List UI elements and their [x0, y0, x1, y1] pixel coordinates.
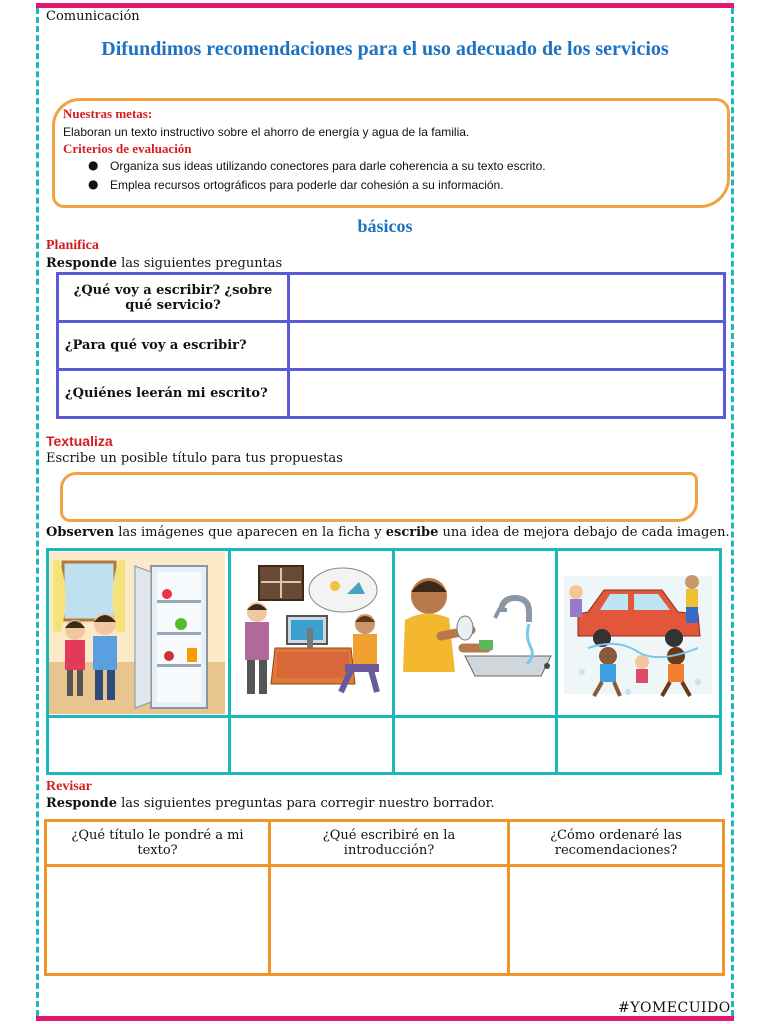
instruction-bold: Responde	[46, 796, 117, 811]
table-row	[48, 717, 721, 774]
answer-cell[interactable]	[229, 717, 393, 774]
hashtag-footer: #YOMECUIDO	[618, 1000, 731, 1016]
goals-text: Elaboran un texto instructivo sobre el ahorro de energía y agua de la familia.	[63, 125, 470, 139]
page-right-border	[731, 8, 734, 1016]
criteria-label: Criterios de evaluación	[63, 141, 192, 156]
table-row	[58, 274, 725, 322]
observe-instruction	[46, 525, 730, 540]
table-header-row	[46, 821, 724, 866]
answer-cell[interactable]	[393, 717, 557, 774]
instruction-text: las siguientes preguntas	[116, 256, 283, 271]
table-row	[48, 550, 721, 717]
instruction-text: una idea de mejora debajo de cada imagen.	[438, 525, 730, 540]
planifica-label: Planifica	[46, 238, 99, 253]
criteria-item: Organiza sus ideas utilizando conectores para darle coherencia a su texto escrito.	[110, 159, 546, 173]
page-title: Difundimos recomendaciones para el uso adecuado de los servicios	[101, 38, 669, 60]
bullet-icon: ●	[88, 158, 99, 172]
column-header: ¿Cómo ordenaré las recomendaciones?	[509, 821, 724, 866]
answer-cell[interactable]	[289, 370, 725, 418]
title-answer-box[interactable]	[60, 472, 698, 522]
answer-cell[interactable]	[289, 274, 725, 322]
instruction-bold: Observen	[46, 525, 115, 540]
answer-cell[interactable]	[509, 866, 724, 975]
question-cell: ¿Qué voy a escribir? ¿sobre qué servicio?	[58, 274, 289, 322]
table-row	[58, 322, 725, 370]
answer-cell[interactable]	[48, 717, 230, 774]
image-cell	[229, 550, 393, 717]
bullet-icon: ●	[88, 177, 99, 191]
subject-label: Comunicación	[46, 9, 140, 24]
washing-dishes-tap-scene-icon	[395, 552, 555, 714]
instruction-bold: escribe	[385, 525, 439, 540]
question-cell: ¿Quiénes leerán mi escrito?	[58, 370, 289, 418]
revisar-label: Revisar	[46, 779, 92, 794]
textualiza-instruction: Escribe un posible título para tus propuestas	[46, 451, 343, 466]
column-header: ¿Qué escribiré en la introducción?	[270, 821, 509, 866]
column-header: ¿Qué título le pondré a mi texto?	[46, 821, 270, 866]
answer-cell[interactable]	[557, 717, 721, 774]
table-row	[58, 370, 725, 418]
instruction-bold: Responde	[46, 256, 117, 271]
page-bottom-border	[36, 1016, 734, 1021]
criteria-item: Emplea recursos ortográficos para poderle dar cohesión a su información.	[110, 178, 504, 192]
car-washing-water-play-scene-icon	[558, 552, 718, 714]
review-table	[44, 819, 725, 976]
instruction-text: las siguientes preguntas para corregir nuestro borrador.	[116, 796, 495, 811]
textualiza-label: Textualiza	[46, 433, 113, 449]
page-left-border	[36, 8, 39, 1016]
instruction-text: las imágenes que aparecen en la ficha y	[114, 525, 386, 540]
image-cell	[48, 550, 230, 717]
question-cell: ¿Para qué voy a escribir?	[58, 322, 289, 370]
image-cell	[393, 550, 557, 717]
images-table	[46, 548, 722, 775]
page-top-border	[36, 3, 734, 8]
computer-tv-room-scene-icon	[231, 552, 391, 714]
image-cell	[557, 550, 721, 717]
answer-cell[interactable]	[270, 866, 509, 975]
refrigerator-open-scene-icon	[49, 552, 225, 714]
planning-table	[56, 272, 726, 419]
answer-cell[interactable]	[46, 866, 270, 975]
answer-cell[interactable]	[289, 322, 725, 370]
table-row	[46, 866, 724, 975]
goals-label: Nuestras metas:	[63, 106, 153, 121]
section-heading: básicos	[357, 216, 413, 236]
revisar-instruction	[46, 796, 494, 811]
planifica-instruction	[46, 256, 282, 271]
